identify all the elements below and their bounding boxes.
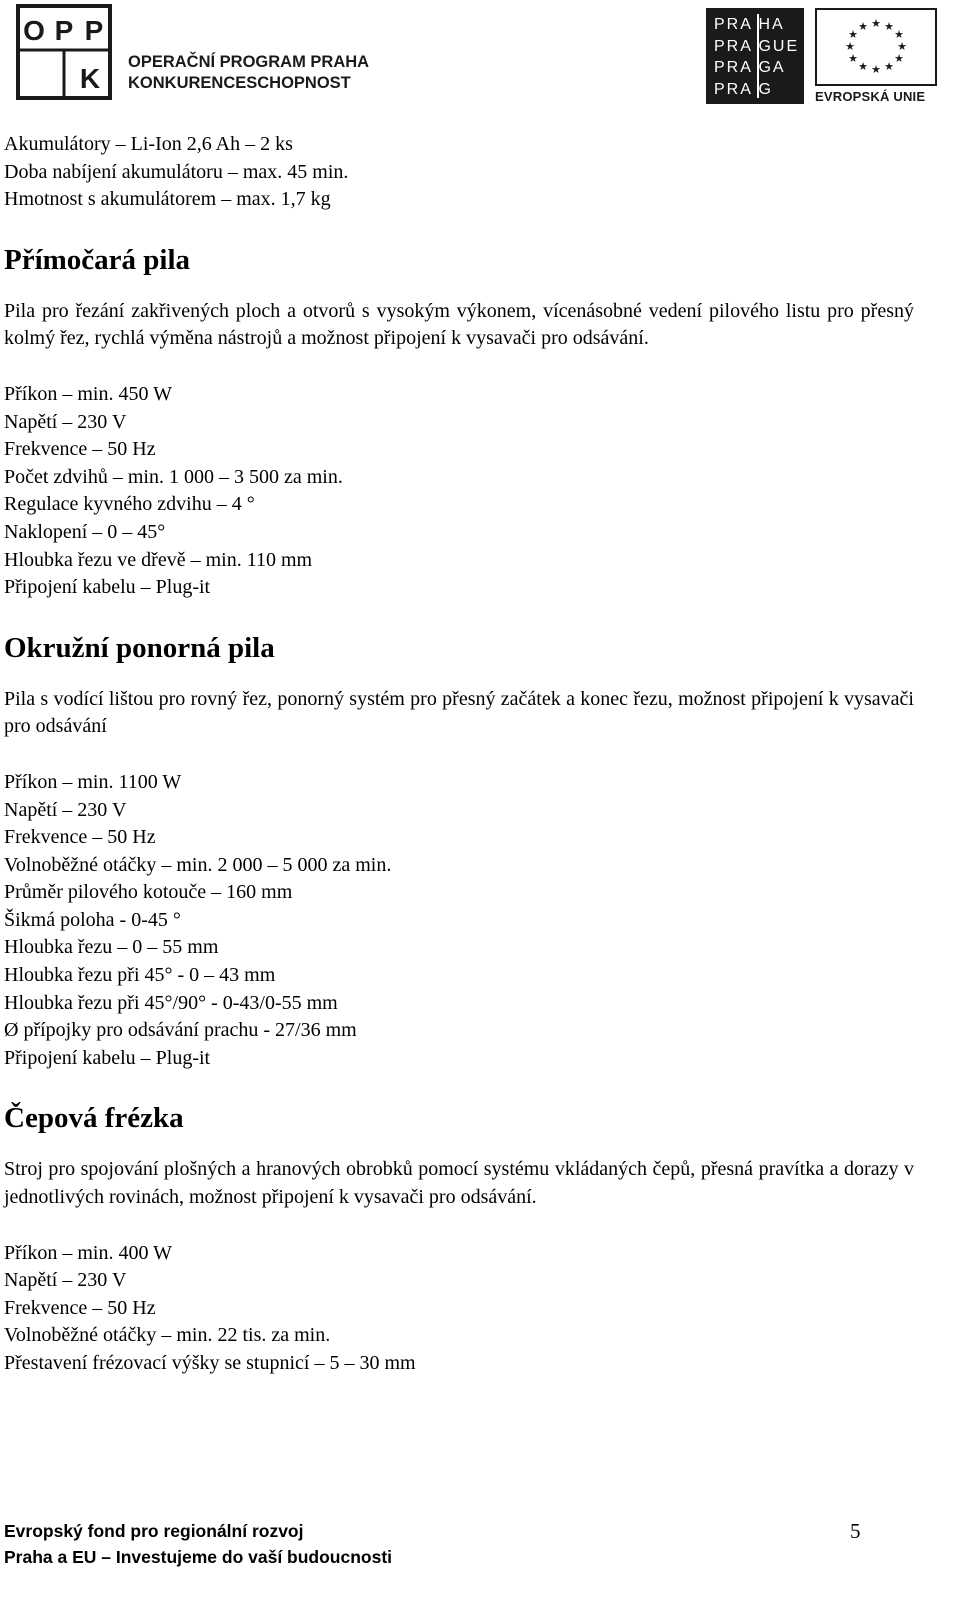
oppk-letter-4: K (79, 63, 101, 94)
spec-item: Přestavení frézovací výšky se stupnicí – 5 – 30 mm (4, 1352, 416, 1374)
section-description: Stroj pro spojování plošných a hranových obrobků pomocí systému vkládaných čepů, přesná pravítka a dorazy v jednotlivých rovinách, možnost připojení k vysavači pro odsávání. (4, 1158, 914, 1209)
svg-text:★: ★ (884, 60, 894, 73)
spec-item: Frekvence – 50 Hz (4, 438, 156, 461)
section-description: Pila s vodící lištou pro rovný řez, ponorný systém pro přesný začátek a konec řezu, možnost připojení k vysavači pro odsávání (4, 687, 914, 738)
praha-row-1: PRA HA (714, 16, 785, 33)
spec-item: Napětí – 230 V (4, 798, 127, 821)
svg-text:★: ★ (897, 40, 907, 53)
svg-text:★: ★ (871, 63, 881, 76)
oppk-letter-2: P (54, 15, 74, 46)
eu-flag (815, 8, 937, 86)
spec-item: Frekvence – 50 Hz (4, 1296, 156, 1319)
praha-logo-text (714, 14, 799, 100)
intro-specs (4, 131, 914, 214)
spec-list (4, 769, 914, 1073)
spec-item: Průměr pilového kotouče – 160 mm (4, 881, 293, 904)
spec-item: Napětí – 230 V (4, 410, 127, 433)
page-footer (4, 1518, 924, 1570)
spec-item: Frekvence – 50 Hz (4, 826, 156, 849)
spec-item: Připojení kabelu – Plug-it (4, 576, 211, 599)
document-body (4, 131, 914, 1378)
svg-text:★: ★ (894, 28, 904, 41)
spec-item: Hloubka řezu ve dřevě – min. 110 mm (4, 548, 313, 571)
svg-text:★: ★ (884, 20, 894, 33)
footer-slogan: Praha a EU – Investujeme do vaší budoucnosti (4, 1547, 393, 1567)
page-number: 5 (850, 1519, 861, 1543)
praha-row-3: PRA GA (714, 59, 786, 76)
spec-item: Šikmá poloha - 0-45 ° (4, 908, 181, 931)
spec-item: Volnoběžné otáčky – min. 22 tis. za min. (4, 1324, 331, 1347)
footer-fund-name: Evropský fond pro regionální rozvoj (4, 1521, 304, 1541)
intro-line: Akumulátory – Li-Ion 2,6 Ah – 2 ks (4, 133, 293, 155)
svg-text:★: ★ (848, 52, 858, 65)
spec-item: Hloubka řezu – 0 – 55 mm (4, 936, 219, 959)
oppk-program-line-2: KONKURENCESCHOPNOST (128, 74, 351, 92)
oppk-letter-3: P (84, 15, 104, 46)
svg-text:★: ★ (871, 17, 881, 30)
spec-item: Hloubka řezu při 45°/90° - 0-43/0-55 mm (4, 991, 338, 1014)
spec-item: Příkon – min. 450 W (4, 382, 172, 405)
oppk-program-line-1: OPERAČNÍ PROGRAM PRAHA (128, 53, 370, 71)
spec-list (4, 381, 914, 602)
eu-stars-icon (817, 10, 935, 84)
praha-row-2: PRA GUE (714, 37, 800, 55)
section-title: Okružní ponorná pila (4, 631, 275, 664)
spec-item: Příkon – min. 1100 W (4, 770, 182, 793)
spec-item: Příkon – min. 400 W (4, 1241, 172, 1264)
oppk-logo (16, 4, 112, 100)
svg-text:★: ★ (894, 52, 904, 65)
intro-line: Doba nabíjení akumulátoru – max. 45 min. (4, 160, 349, 183)
svg-text:★: ★ (858, 60, 868, 73)
svg-text:★: ★ (858, 20, 868, 33)
spec-item: Regulace kyvného zdvihu – 4 ° (4, 493, 255, 516)
oppk-letter-1: O (23, 15, 45, 46)
intro-line: Hmotnost s akumulátorem – max. 1,7 kg (4, 188, 331, 211)
spec-item: Připojení kabelu – Plug-it (4, 1046, 211, 1069)
spec-item: Ø přípojky pro odsávání prachu - 27/36 mm (4, 1019, 357, 1042)
spec-item: Počet zdvihů – min. 1 000 – 3 500 za min. (4, 465, 343, 488)
oppk-program-name (128, 52, 369, 94)
spec-list (4, 1240, 914, 1378)
spec-item: Volnoběžné otáčky – min. 2 000 – 5 000 za min. (4, 853, 392, 876)
praha-logo (706, 8, 804, 104)
eu-label: EVROPSKÁ UNIE (815, 89, 926, 104)
praha-row-4: PRA G (714, 80, 773, 98)
section-title: Přímočará pila (4, 243, 191, 276)
spec-item: Napětí – 230 V (4, 1269, 127, 1292)
section-description: Pila pro řezání zakřivených ploch a otvorů s vysokým výkonem, vícenásobné vedení pilového listu pro přesný kolmý řez, rychlá výměna nástrojů a možnost připojení k vysavači pro odsávání. (4, 299, 914, 350)
spec-item: Naklopení – 0 – 45° (4, 520, 166, 543)
svg-text:★: ★ (848, 28, 858, 41)
spec-item: Hloubka řezu při 45° - 0 – 43 mm (4, 964, 276, 987)
section-title: Čepová frézka (4, 1102, 184, 1135)
page-header (0, 0, 960, 112)
svg-text:★: ★ (845, 40, 855, 53)
